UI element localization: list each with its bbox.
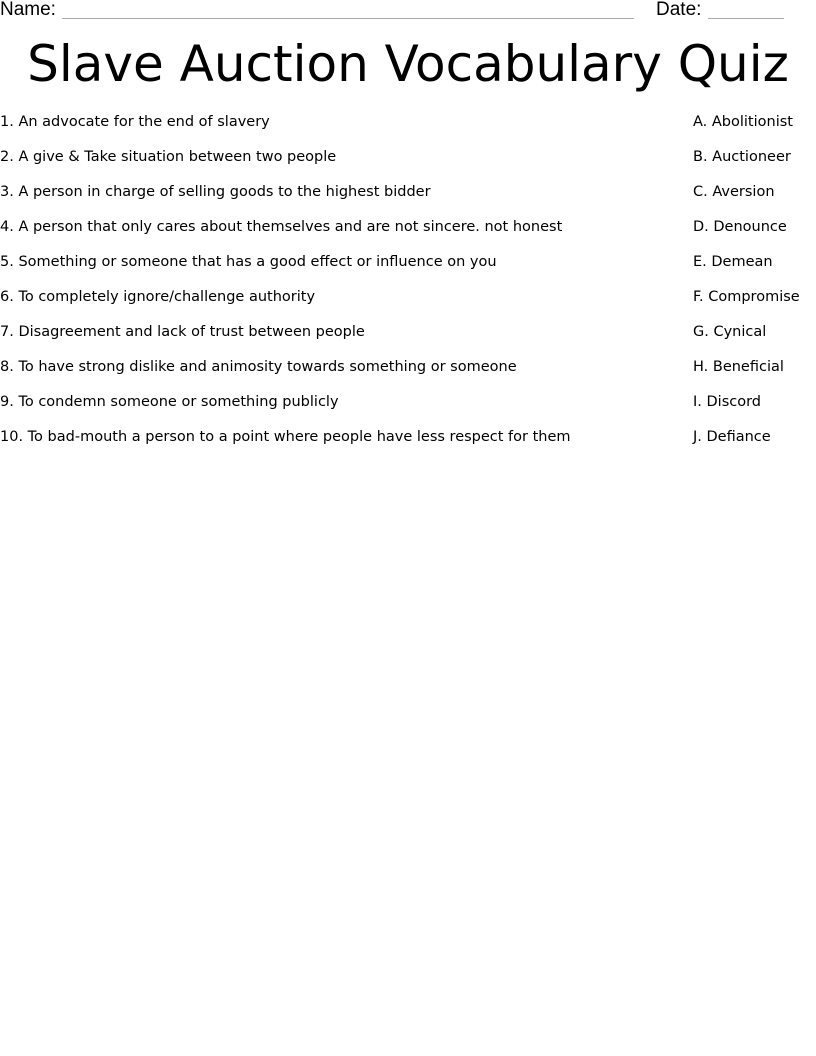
- date-label: Date:: [656, 0, 702, 20]
- question-item: 4. A person that only cares about themselves and are not sincere. not honest: [0, 219, 563, 235]
- name-blank-line: [62, 18, 634, 19]
- question-item: 7. Disagreement and lack of trust between people: [0, 324, 365, 340]
- answer-item: G. Cynical: [693, 324, 767, 340]
- answer-item: H. Beneficial: [693, 359, 784, 375]
- answer-item: C. Aversion: [693, 184, 775, 200]
- answer-item: A. Abolitionist: [693, 114, 793, 130]
- question-item: 1. An advocate for the end of slavery: [0, 114, 270, 130]
- answer-item: I. Discord: [693, 394, 761, 410]
- answer-list: [693, 112, 816, 462]
- answer-item: F. Compromise: [693, 289, 800, 305]
- answer-item: E. Demean: [693, 254, 773, 270]
- question-item: 8. To have strong dislike and animosity towards something or someone: [0, 359, 517, 375]
- question-item: 6. To completely ignore/challenge authority: [0, 289, 316, 305]
- question-item: 10. To bad-mouth a person to a point where people have less respect for them: [0, 429, 571, 445]
- date-blank-line: [708, 18, 784, 19]
- answer-item: D. Denounce: [693, 219, 787, 235]
- question-item: 5. Something or someone that has a good effect or influence on you: [0, 254, 497, 270]
- question-item: 2. A give & Take situation between two people: [0, 149, 337, 165]
- page-title: Slave Auction Vocabulary Quiz: [27, 35, 789, 93]
- question-list: [0, 112, 680, 462]
- name-label: Name:: [0, 0, 56, 20]
- question-item: 3. A person in charge of selling goods to the highest bidder: [0, 184, 431, 200]
- worksheet-header: [0, 0, 816, 24]
- question-item: 9. To condemn someone or something publicly: [0, 394, 339, 410]
- answer-item: B. Auctioneer: [693, 149, 791, 165]
- answer-item: J. Defiance: [693, 429, 771, 445]
